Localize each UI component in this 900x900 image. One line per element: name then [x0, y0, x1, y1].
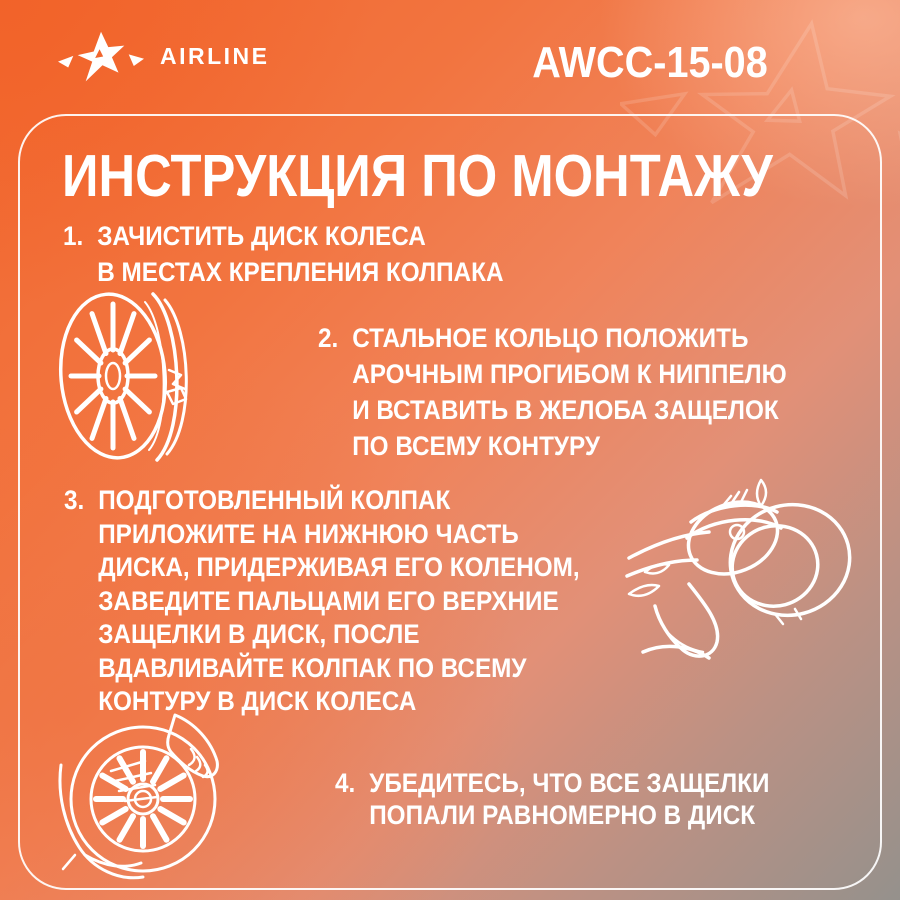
- step-line: СТАЛЬНОЕ КОЛЬЦО ПОЛОЖИТЬ: [352, 323, 749, 353]
- knee-pressing-wheel-cover-illustration: [625, 474, 865, 674]
- step-number: 2.: [318, 323, 339, 353]
- step-line: ДИСКА, ПРИДЕРЖИВАЯ ЕГО КОЛЕНОМ,: [98, 552, 580, 582]
- step-line: ЗАЩЕЛКИ В ДИСК, ПОСЛЕ: [98, 619, 420, 649]
- step-line: КОНТУРУ В ДИСК КОЛЕСА: [98, 686, 417, 716]
- step-text: [98, 484, 579, 719]
- step-line: ПОДГОТОВЛЕННЫЙ КОЛПАК: [98, 485, 451, 515]
- step-line: ПО ВСЕМУ КОНТУРУ: [352, 431, 601, 461]
- product-code: AWCC-15-08: [532, 38, 768, 87]
- step-line: В МЕСТАХ КРЕПЛЕНИЯ КОЛПАКА: [97, 257, 504, 287]
- step-line: УБЕДИТЕСЬ, ЧТО ВСЕ ЗАЩЕЛКИ: [369, 768, 770, 798]
- step-1: [63, 218, 503, 290]
- wheel-cover-side-view-illustration: [55, 288, 205, 468]
- step-line: ЗАЧИСТИТЬ ДИСК КОЛЕСА: [97, 221, 426, 251]
- step-4: [335, 767, 770, 831]
- step-text: [97, 218, 503, 290]
- step-2: [318, 320, 787, 464]
- step-line: АРОЧНЫМ ПРОГИБОМ К НИППЕЛЮ: [352, 359, 787, 389]
- step-line: ВДАВЛИВАЙТЕ КОЛПАК ПО ВСЕМУ: [98, 652, 527, 683]
- step-line: ПРИЛОЖИТЕ НА НИЖНЮЮ ЧАСТЬ: [98, 518, 519, 549]
- step-line: ПОПАЛИ РАВНОМЕРНО В ДИСК: [369, 800, 756, 830]
- step-line: ЗАВЕДИТЕ ПАЛЬЦАМИ ЕГО ВЕРХНИЕ: [98, 585, 559, 616]
- step-text: [352, 320, 786, 464]
- airline-star-logo-icon: [58, 22, 144, 94]
- step-text: [369, 767, 769, 831]
- step-number: 1.: [63, 221, 84, 251]
- hands-holding-wheel-cover-illustration: [55, 705, 245, 885]
- header: [58, 22, 270, 94]
- brand-text: AIRLINE: [160, 42, 270, 69]
- step-line: И ВСТАВИТЬ В ЖЕЛОБА ЗАЩЕЛОК: [352, 395, 779, 425]
- step-number: 4.: [335, 768, 356, 798]
- page-title: ИНСТРУКЦИЯ ПО МОНТАЖУ: [62, 143, 773, 209]
- step-3: [64, 484, 580, 719]
- step-number: 3.: [64, 485, 85, 515]
